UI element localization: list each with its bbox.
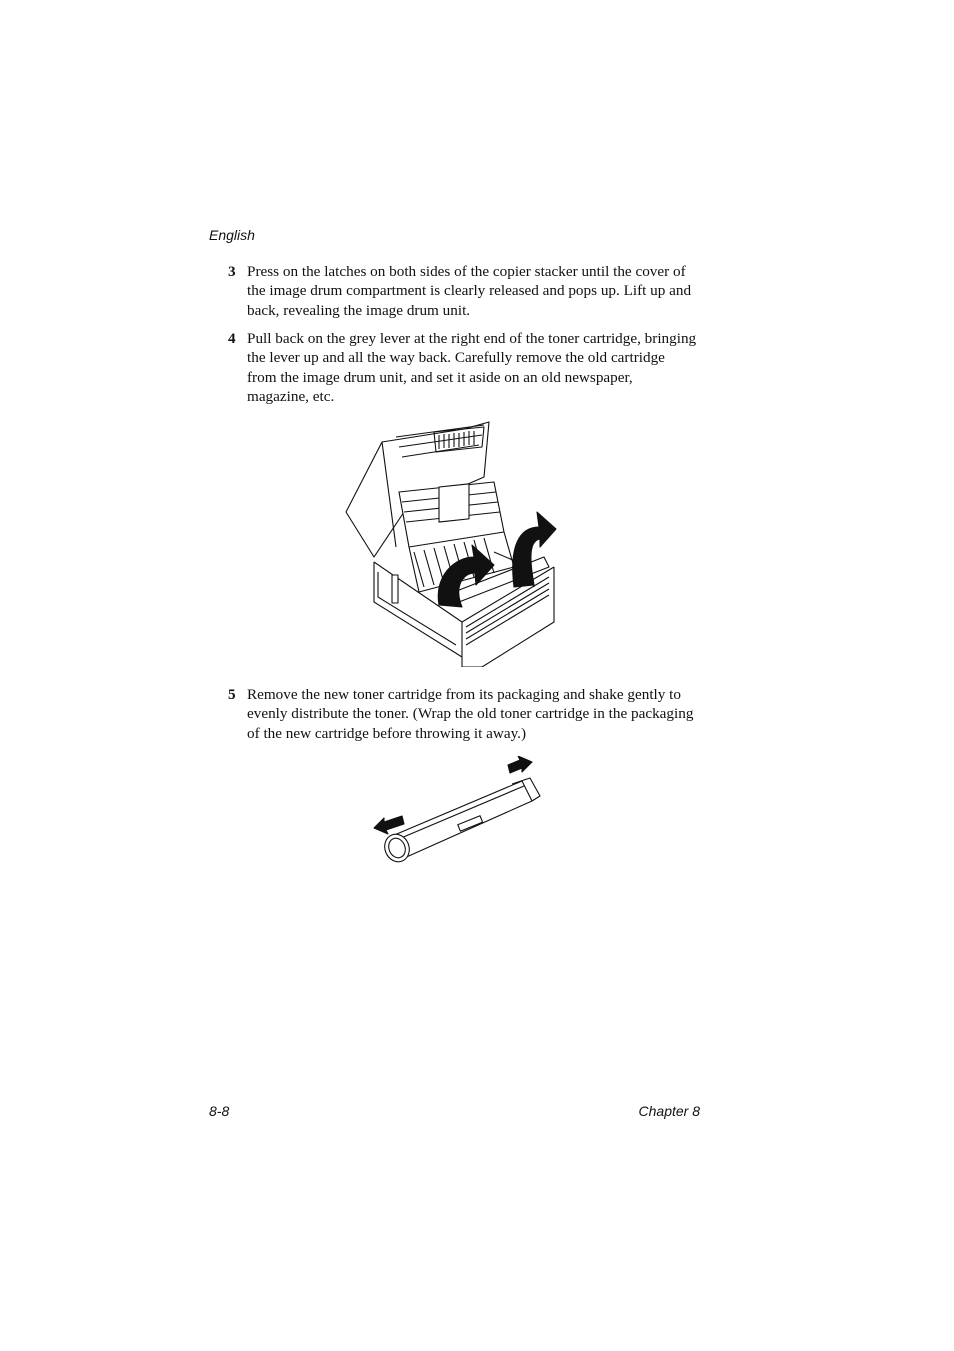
footer-chapter: Chapter 8 xyxy=(638,1103,700,1119)
step-3 xyxy=(228,262,698,320)
toner-cartridge-illustration xyxy=(372,756,548,872)
header-language: English xyxy=(209,227,255,243)
step-5 xyxy=(228,685,698,743)
step-text: Remove the new toner cartridge from its packaging and shake gently to evenly distribute the toner. (Wrap the old toner cartridge in the packaging of the new cartridge before throwing it away.) xyxy=(247,686,694,742)
step-number: 5 xyxy=(228,686,236,703)
step-4 xyxy=(228,329,698,407)
step-number: 4 xyxy=(228,330,236,347)
printer-open-cover-illustration xyxy=(344,417,558,667)
footer-page-number: 8-8 xyxy=(209,1103,230,1119)
step-text: Press on the latches on both sides of the copier stacker until the cover of the image drum compartment is clearly released and pops up. Lift up and back, revealing the image drum unit. xyxy=(247,263,692,319)
step-text: Pull back on the grey lever at the right end of the toner cartridge, bringing the lever up and all the way back. Carefully remove the old cartridge from the image drum unit, and set it aside on an old newspaper, magazine, etc. xyxy=(247,330,697,406)
step-number: 3 xyxy=(228,263,236,280)
